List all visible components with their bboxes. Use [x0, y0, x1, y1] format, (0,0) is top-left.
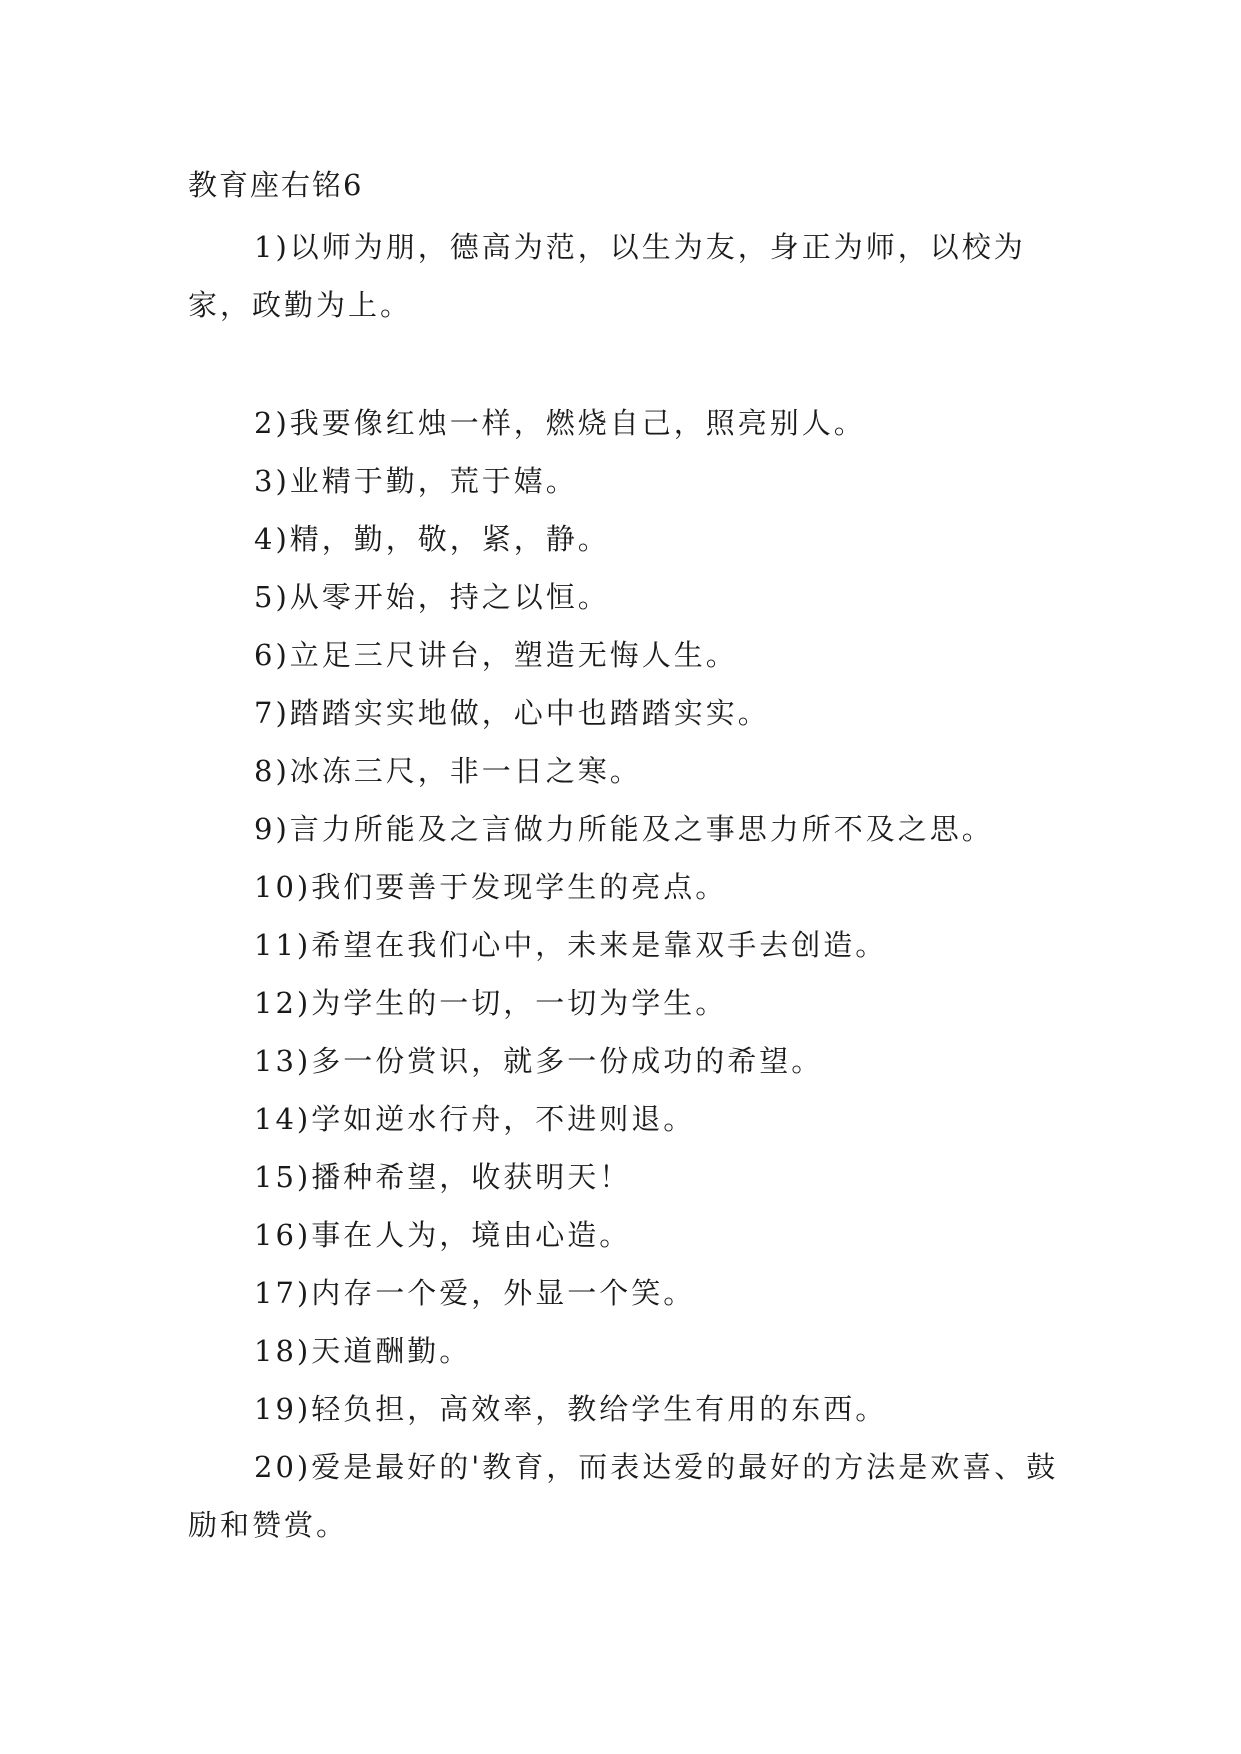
motto-item-16: 16)事在人为，境由心造。 — [254, 1218, 632, 1252]
motto-item-11: 11)希望在我们心中，未来是靠双手去创造。 — [254, 928, 888, 962]
motto-item-19: 19)轻负担，高效率，教给学生有用的东西。 — [254, 1392, 888, 1426]
motto-item-18: 18)天道酬勤。 — [254, 1334, 472, 1368]
motto-item-5: 5)从零开始，持之以恒。 — [254, 580, 610, 614]
paragraph-gap — [188, 334, 1068, 394]
motto-item-8: 8)冰冻三尺，非一日之寒。 — [254, 754, 642, 788]
motto-item-12: 12)为学生的一切，一切为学生。 — [254, 986, 728, 1020]
motto-item-6: 6)立足三尺讲台，塑造无悔人生。 — [254, 638, 738, 672]
motto-item-20: 20)爱是最好的'教育，而表达爱的最好的方法是欢喜、鼓励和赞赏。 — [188, 1450, 1059, 1542]
motto-item-1: 1)以师为朋，德高为范，以生为友，身正为师，以校为家，政勤为上。 — [188, 230, 1026, 322]
motto-item-13: 13)多一份赏识，就多一份成功的希望。 — [254, 1044, 824, 1078]
motto-item-3: 3)业精于勤，荒于嬉。 — [254, 464, 578, 498]
motto-item-4: 4)精，勤，敬，紧，静。 — [254, 522, 610, 556]
motto-item-14: 14)学如逆水行舟，不进则退。 — [254, 1102, 696, 1136]
motto-item-15: 15)播种希望，收获明天！ — [254, 1160, 632, 1194]
document-title: 教育座右铭6 — [188, 168, 364, 202]
motto-item-7: 7)踏踏实实地做，心中也踏踏实实。 — [254, 696, 770, 730]
document-page — [188, 160, 1068, 1554]
motto-item-2: 2)我要像红烛一样，燃烧自己，照亮别人。 — [254, 406, 866, 440]
motto-item-10: 10)我们要善于发现学生的亮点。 — [254, 870, 728, 904]
motto-item-17: 17)内存一个爱，外显一个笑。 — [254, 1276, 696, 1310]
motto-item-9: 9)言力所能及之言做力所能及之事思力所不及之思。 — [254, 812, 994, 846]
